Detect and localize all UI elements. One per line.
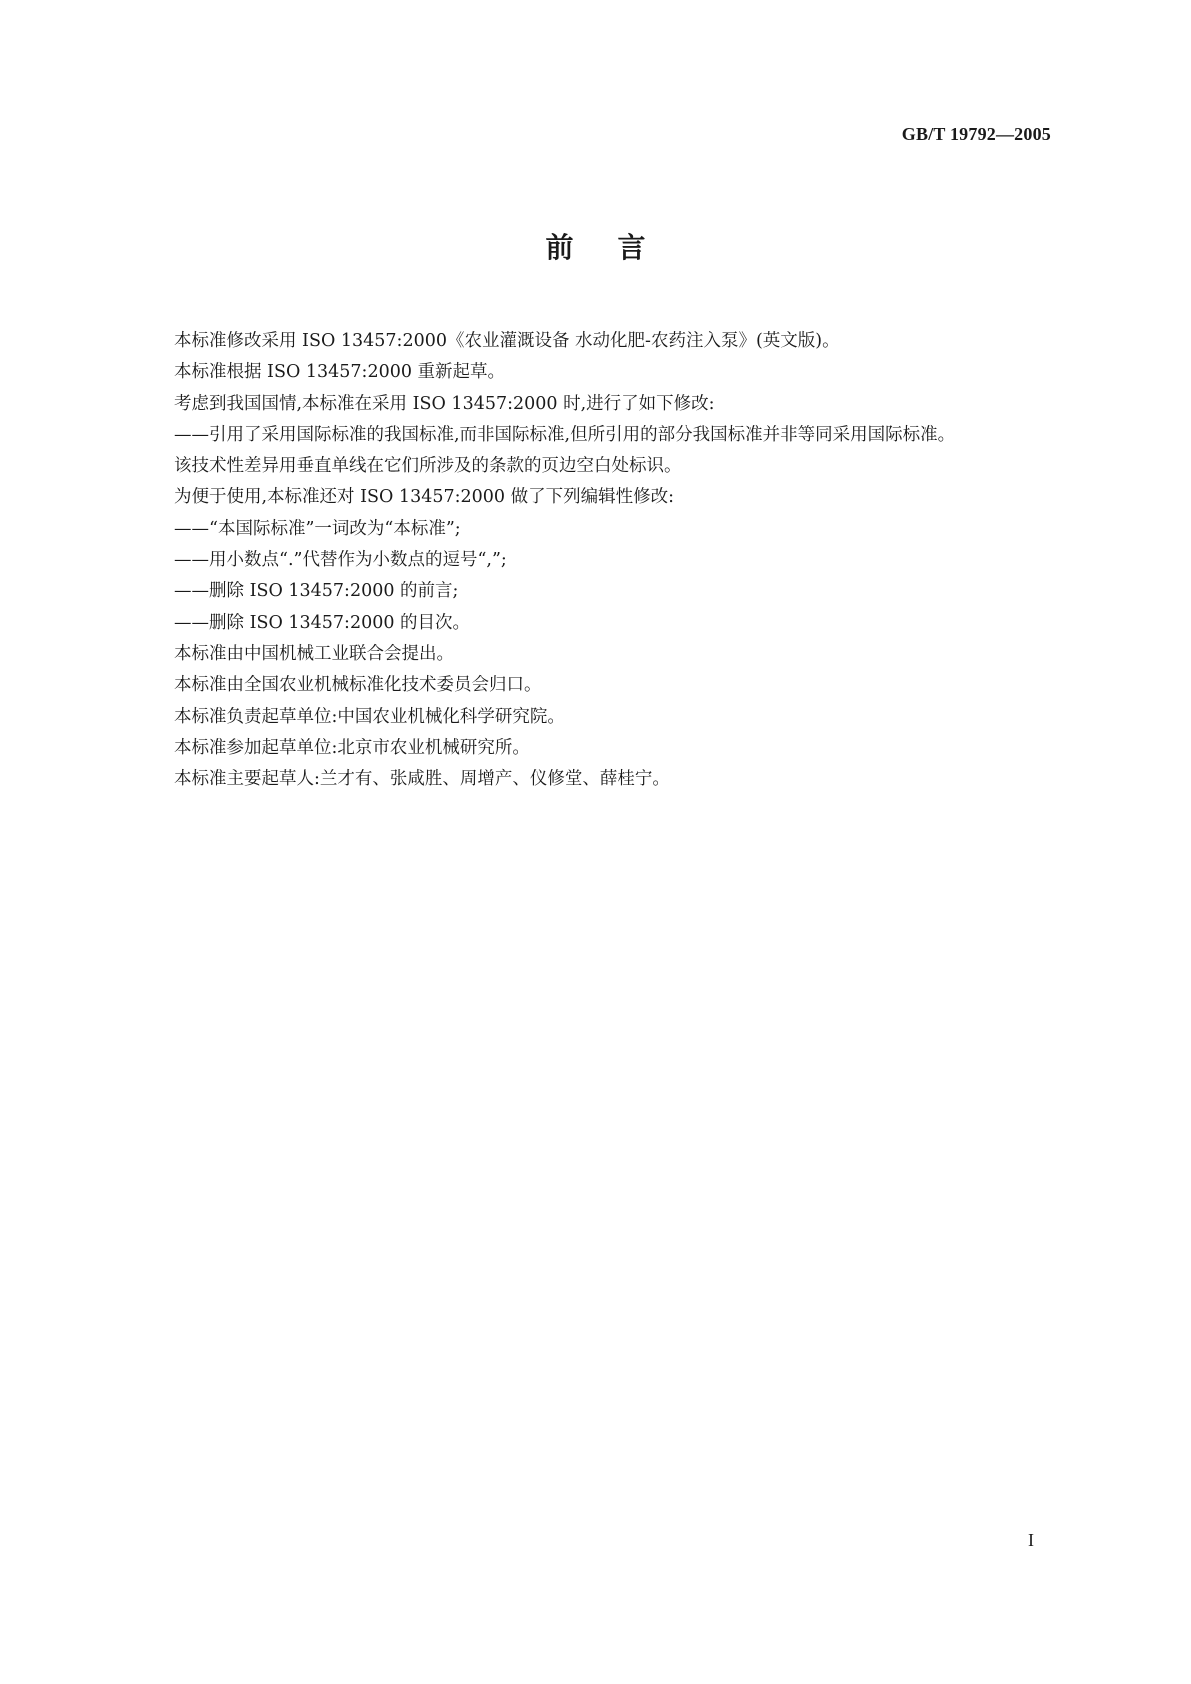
standard-code: GB/T 19792—2005 bbox=[901, 124, 1051, 144]
paragraph: 本标准根据 ISO 13457:2000 重新起草。 bbox=[174, 362, 506, 383]
list-item: ——删除 ISO 13457:2000 的前言; bbox=[174, 581, 459, 602]
paragraph: 本标准负责起草单位:中国农业机械化科学研究院。 bbox=[174, 706, 565, 727]
paragraph: 该技术性差异用垂直单线在它们所涉及的条款的页边空白处标识。 bbox=[174, 456, 682, 477]
page-number: I bbox=[1028, 1530, 1034, 1550]
list-item: ——“本国际标准”一词改为“本标准”; bbox=[174, 518, 461, 539]
paragraph: 本标准参加起草单位:北京市农业机械研究所。 bbox=[174, 737, 530, 758]
paragraph: 本标准主要起草人:兰才有、张咸胜、周增产、仪修堂、薛桂宁。 bbox=[174, 769, 670, 790]
paragraph: 考虑到我国国情,本标准在采用 ISO 13457:2000 时,进行了如下修改: bbox=[174, 393, 715, 414]
foreword-body bbox=[174, 326, 1044, 795]
page-title: 前言 bbox=[545, 231, 690, 264]
paragraph: 本标准修改采用 ISO 13457:2000《农业灌溉设备 水动化肥-农药注入泵》(英文版)。 bbox=[174, 331, 840, 351]
paragraph: 本标准由中国机械工业联合会提出。 bbox=[174, 643, 454, 664]
list-item: ——用小数点“.”代替作为小数点的逗号“,”; bbox=[174, 550, 507, 571]
paragraph: 为便于使用,本标准还对 ISO 13457:2000 做了下列编辑性修改: bbox=[174, 487, 674, 508]
paragraph: 本标准由全国农业机械标准化技术委员会归口。 bbox=[174, 675, 542, 696]
list-item: ——删除 ISO 13457:2000 的目次。 bbox=[174, 612, 471, 633]
list-item: ——引用了采用国际标准的我国标准,而非国际标准,但所引用的部分我国标准并非等同采用国际标准。 bbox=[174, 424, 956, 445]
